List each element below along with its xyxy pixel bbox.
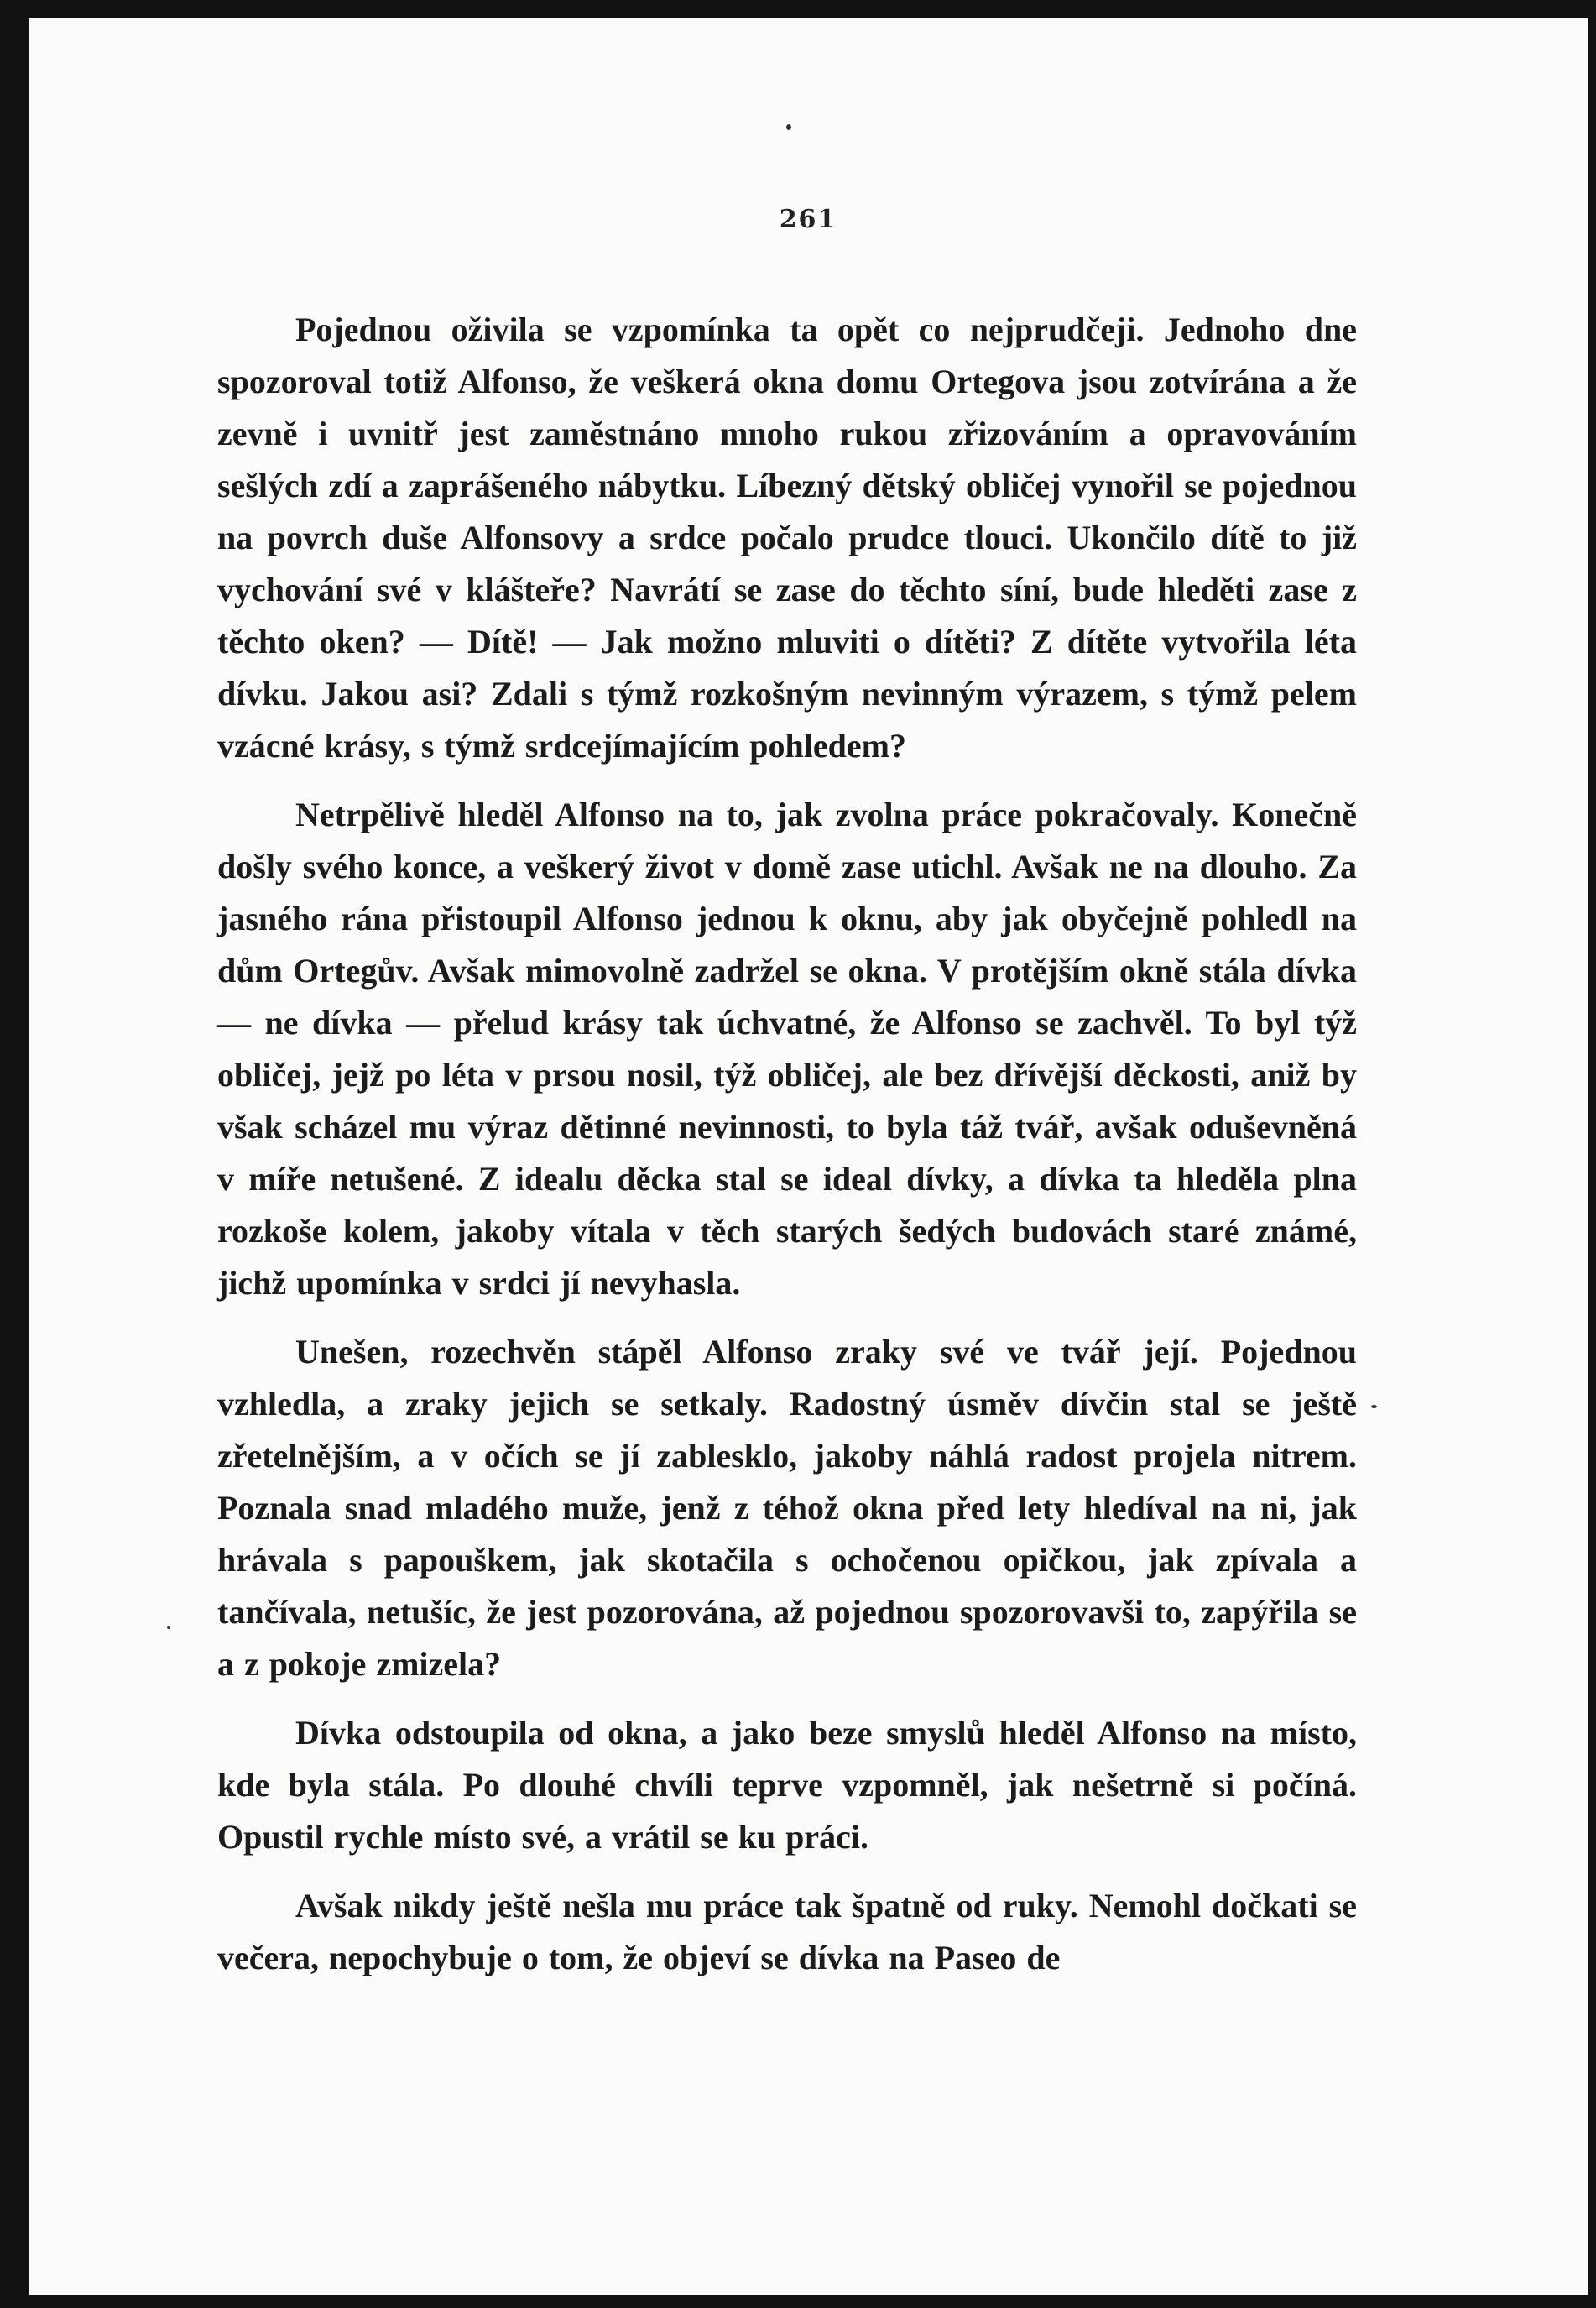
paragraph: Netrpělivě hleděl Alfonso na to, jak zvolna práce pokračovaly. Konečně došly svého konce, a veškerý život v domě zase utichl. Avšak ne na dlouho. Za jasného rána přistoupil Alfonso jednou k oknu, aby jak obyčejně pohledl na dům Ortegův. Avšak mimovolně zadržel se okna. V protějším okně stála dívka — ne dívka — přelud krásy tak úchvatné, že Alfonso se zachvěl. To byl týž obličej, jejž po léta v prsou nosil, týž obličej, ale bez dřívější děckosti, aniž by však scházel mu výraz dětinné nevinnosti, to byla táž tvář, avšak oduševněná v míře netušené. Z idealu děcka stal se ideal dívky, a dívka ta hleděla plna rozkoše kolem, jakoby vítala v těch starých šedých budovách staré známé, jichž upomínka v srdci jí nevyhasla. [217, 796, 1357, 1302]
paragraph: Unešen, rozechvěn stápěl Alfonso zraky své ve tvář její. Pojednou vzhledla, a zraky jejich se setkaly. Radostný úsměv dívčin stal se ještě zřetelnějším, a v očích se jí zablesklo, jakoby náhlá radost projela nitrem. Poznala snad mladého muže, jenž z téhož okna před lety hledíval na ni, jak hrávala s papouškem, jak skotačila s ochočenou opičkou, jak zpívala a tančívala, netušíc, že jest pozorována, až pojednou spozorovavši to, zapýřila se a z pokoje zmizela? [217, 1333, 1357, 1683]
book-page [29, 18, 1588, 2295]
paragraph: Avšak nikdy ještě nešla mu práce tak špatně od ruky. Nemohl dočkati se večera, nepochybuje o tom, že objeví se dívka na Paseo de [217, 1887, 1357, 1976]
print-speck [167, 1626, 170, 1629]
body-text [217, 304, 1357, 1984]
paragraph: Dívka odstoupila od okna, a jako beze smyslů hleděl Alfonso na místo, kde byla stála. Po dlouhé chvíli teprve vzpomněl, jak nešetrně si počíná. Opustil rychle místo své, a vrátil se ku práci. [217, 1714, 1357, 1856]
print-speck [786, 124, 791, 130]
print-speck [1371, 1405, 1377, 1408]
paragraph: Pojednou oživila se vzpomínka ta opět co nejprudčeji. Jednoho dne spozoroval totiž Alfonso, že veškerá okna domu Ortegova jsou zotvírána a že zevně i uvnitř jest zaměstnáno mnoho rukou zřizováním a opravováním sešlých zdí a zaprášeného nábytku. Líbezný dětský obličej vynořil se pojednou na povrch duše Alfonsovy a srdce počalo prudce tlouci. Ukončilo dítě to již vychování své v klášteře? Navrátí se zase do těchto síní, bude hleděti zase z těchto oken? — Dítě! — Jak možno mluviti o dítěti? Z dítěte vytvořila léta dívku. Jakou asi? Zdali s týmž rozkošným nevinným výrazem, s týmž pelem vzácné krásy, s týmž srdcejímajícím pohledem? [217, 311, 1357, 765]
page-number: 261 [779, 205, 837, 234]
